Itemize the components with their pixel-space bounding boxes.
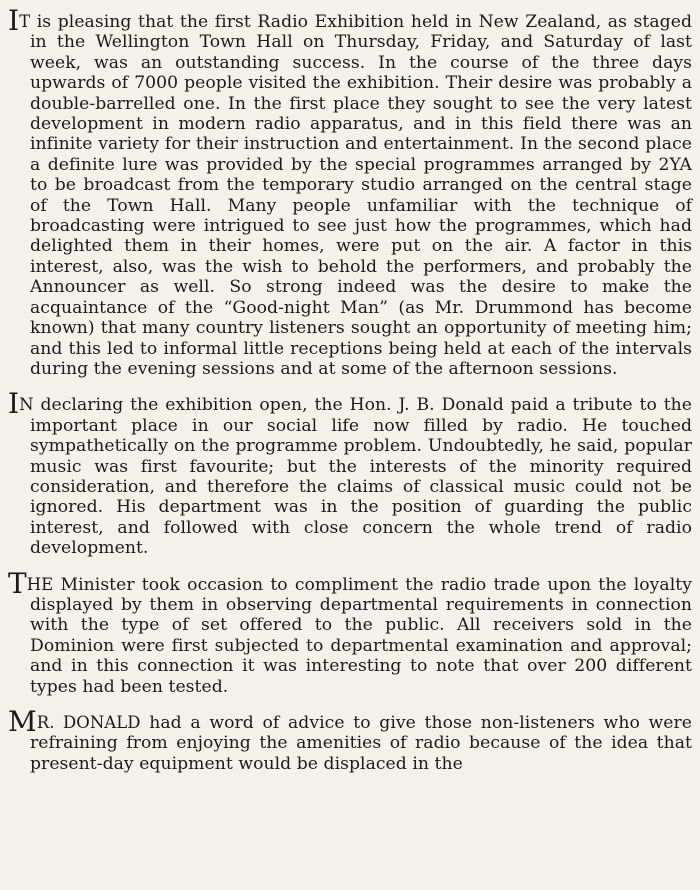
drop-cap: I	[8, 387, 20, 421]
paragraph-4	[8, 705, 692, 774]
drop-cap: I	[8, 4, 20, 37]
drop-cap: T	[8, 566, 27, 600]
paragraph-3	[8, 566, 692, 697]
drop-cap: M	[8, 705, 37, 738]
paragraph-text: is pleasing that the first Radio Exhibition held in New Zealand, as staged in the Wellington Town Hall on Thursday, Friday, and Saturday of last week, was an outstanding success. In the course of the three days upwards of 7000 people visited the exhibition. Their desire was probably a double-barrelled one. In the first place they sought to see the very latest development in modern radio apparatus, and in this field there was an infinite variety for their instruction and entertainment. In the second place a definite lure was provided by the special programmes arranged by 2YA to be broadcast from the temporary studio arranged on the central stage of the Town Hall. Many people unfamiliar with the technique of broadcasting were intrigued to see just how the programmes, which had delighted them in their homes, were put on the air. A factor in this interest, also, was the wish to behold the performers, and probably the Announcer as well. So strong indeed was the desire to make the acquaintance of the “Good-night Man” (as Mr. Drummond has become known) that many country listeners sought an opportunity of meeting him; and this led to informal little receptions being held at each of the intervals during the evening sessions and at some of the afternoon sessions.	[30, 12, 692, 379]
paragraph-1	[8, 4, 692, 379]
paragraph-text: had a word of advice to give those non-listeners who were refraining from enjoying the amenities of radio because of the idea that present-day equipment would be displaced in the	[30, 713, 692, 774]
opening-caps: HE	[26, 574, 54, 594]
paragraph-text: Minister took occasion to compliment the radio trade upon the loyalty displayed by them in observing departmental requirements in connection with the type of set offered to the public. All receivers sold in the Dominion were first subjected to departmental examination and approval; and in this connection it was interesting to note that over 200 different types had been tested.	[30, 574, 692, 697]
opening-caps: T	[19, 12, 31, 31]
opening-caps: N	[19, 395, 34, 415]
paragraph-text: declaring the exhibition open, the Hon. J. B. Donald paid a tribute to the important place in our social life now filled by radio. He touched sympathetically on the programme problem. Undoubtedly, he said, popular music was first favourite; but the interests of the minority required consideration, and therefore the claims of classical music could not be ignored. His department was in the position of guarding the public interest, and followed with close concern the whole trend of radio development.	[30, 395, 692, 559]
paragraph-2	[8, 387, 692, 559]
opening-caps: R. DONALD	[36, 713, 141, 732]
